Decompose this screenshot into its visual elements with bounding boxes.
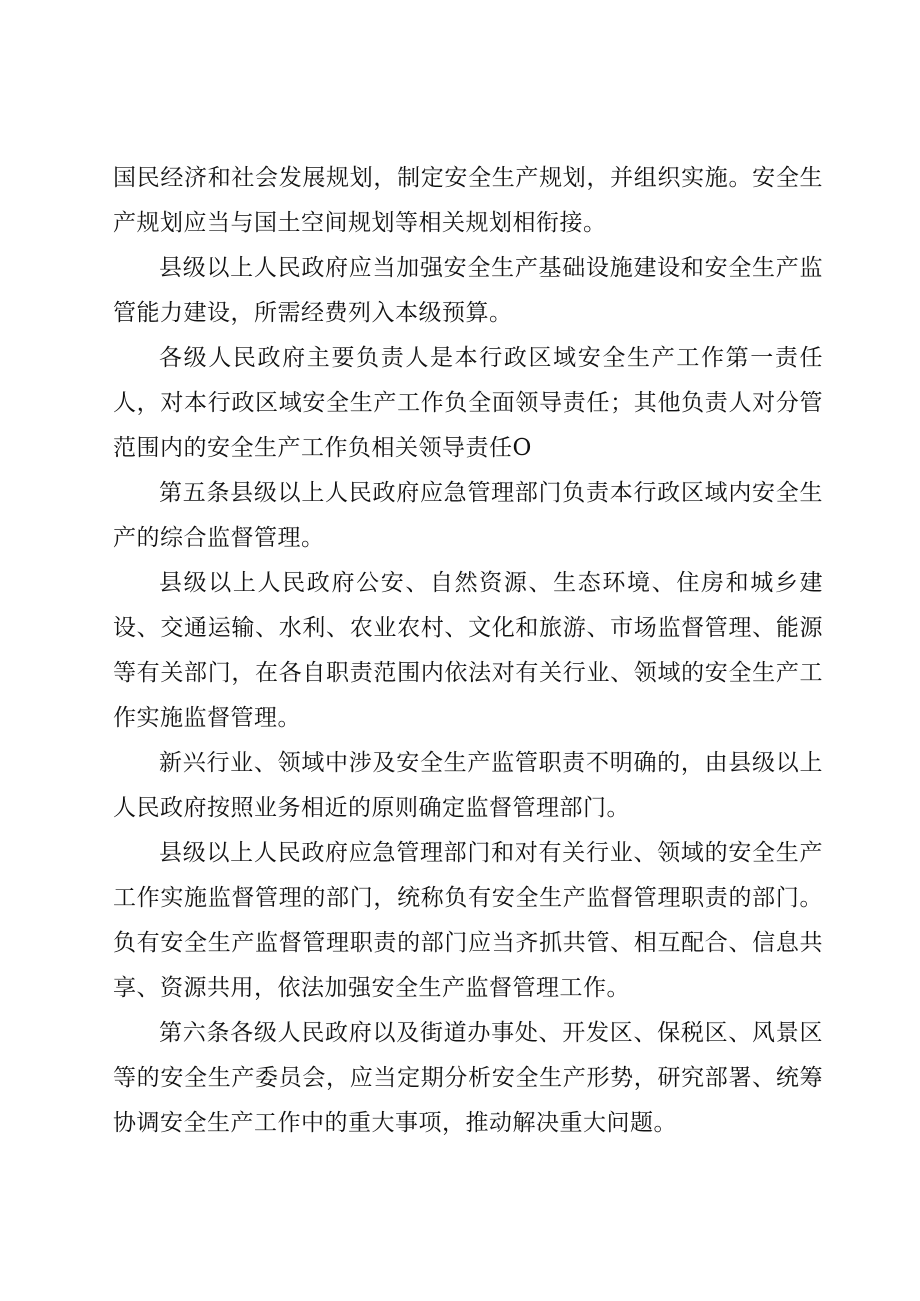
paragraph: 县级以上人民政府应急管理部门和对有关行业、领域的安全生产工作实施监督管理的部门，统称负有安全生产监督管理职责的部门。负有安全生产监督管理职责的部门应当齐抓共管、相互配合、信息共享、资源共用，依法加强安全生产监督管理工作。 [113,840,823,1001]
article-six-paragraph: 第六条各级人民政府以及街道办事处、开发区、保税区、风景区等的安全生产委员会，应当定期分析安全生产形势，研究部署、统筹协调安全生产工作中的重大事项，推动解决重大问题。 [113,1020,823,1136]
paragraph: 县级以上人民政府公安、自然资源、生态环境、住房和城乡建设、交通运输、水利、农业农村、文化和旅游、市场监督管理、能源等有关部门，在各自职责范围内依法对有关行业、领域的安全生产工作实施监督管理。 [113,570,823,731]
paragraph: 县级以上人民政府应当加强安全生产基础设施建设和安全生产监管能力建设，所需经费列入本级预算。 [113,255,823,326]
paragraph: 新兴行业、领域中涉及安全生产监管职责不明确的，由县级以上人民政府按照业务相近的原则确定监督管理部门。 [113,750,823,821]
document-body [113,156,823,1146]
article-five-paragraph: 第五条县级以上人民政府应急管理部门负责本行政区域内安全生产的综合监督管理。 [113,480,823,551]
paragraph: 各级人民政府主要负责人是本行政区域安全生产工作第一责任人，对本行政区域安全生产工作负全面领导责任；其他负责人对分管范围内的安全生产工作负相关领导责任O [113,345,823,461]
paragraph-continuation: 国民经济和社会发展规划，制定安全生产规划，并组织实施。安全生产规划应当与国土空间规划等相关规划相衔接。 [113,165,823,236]
